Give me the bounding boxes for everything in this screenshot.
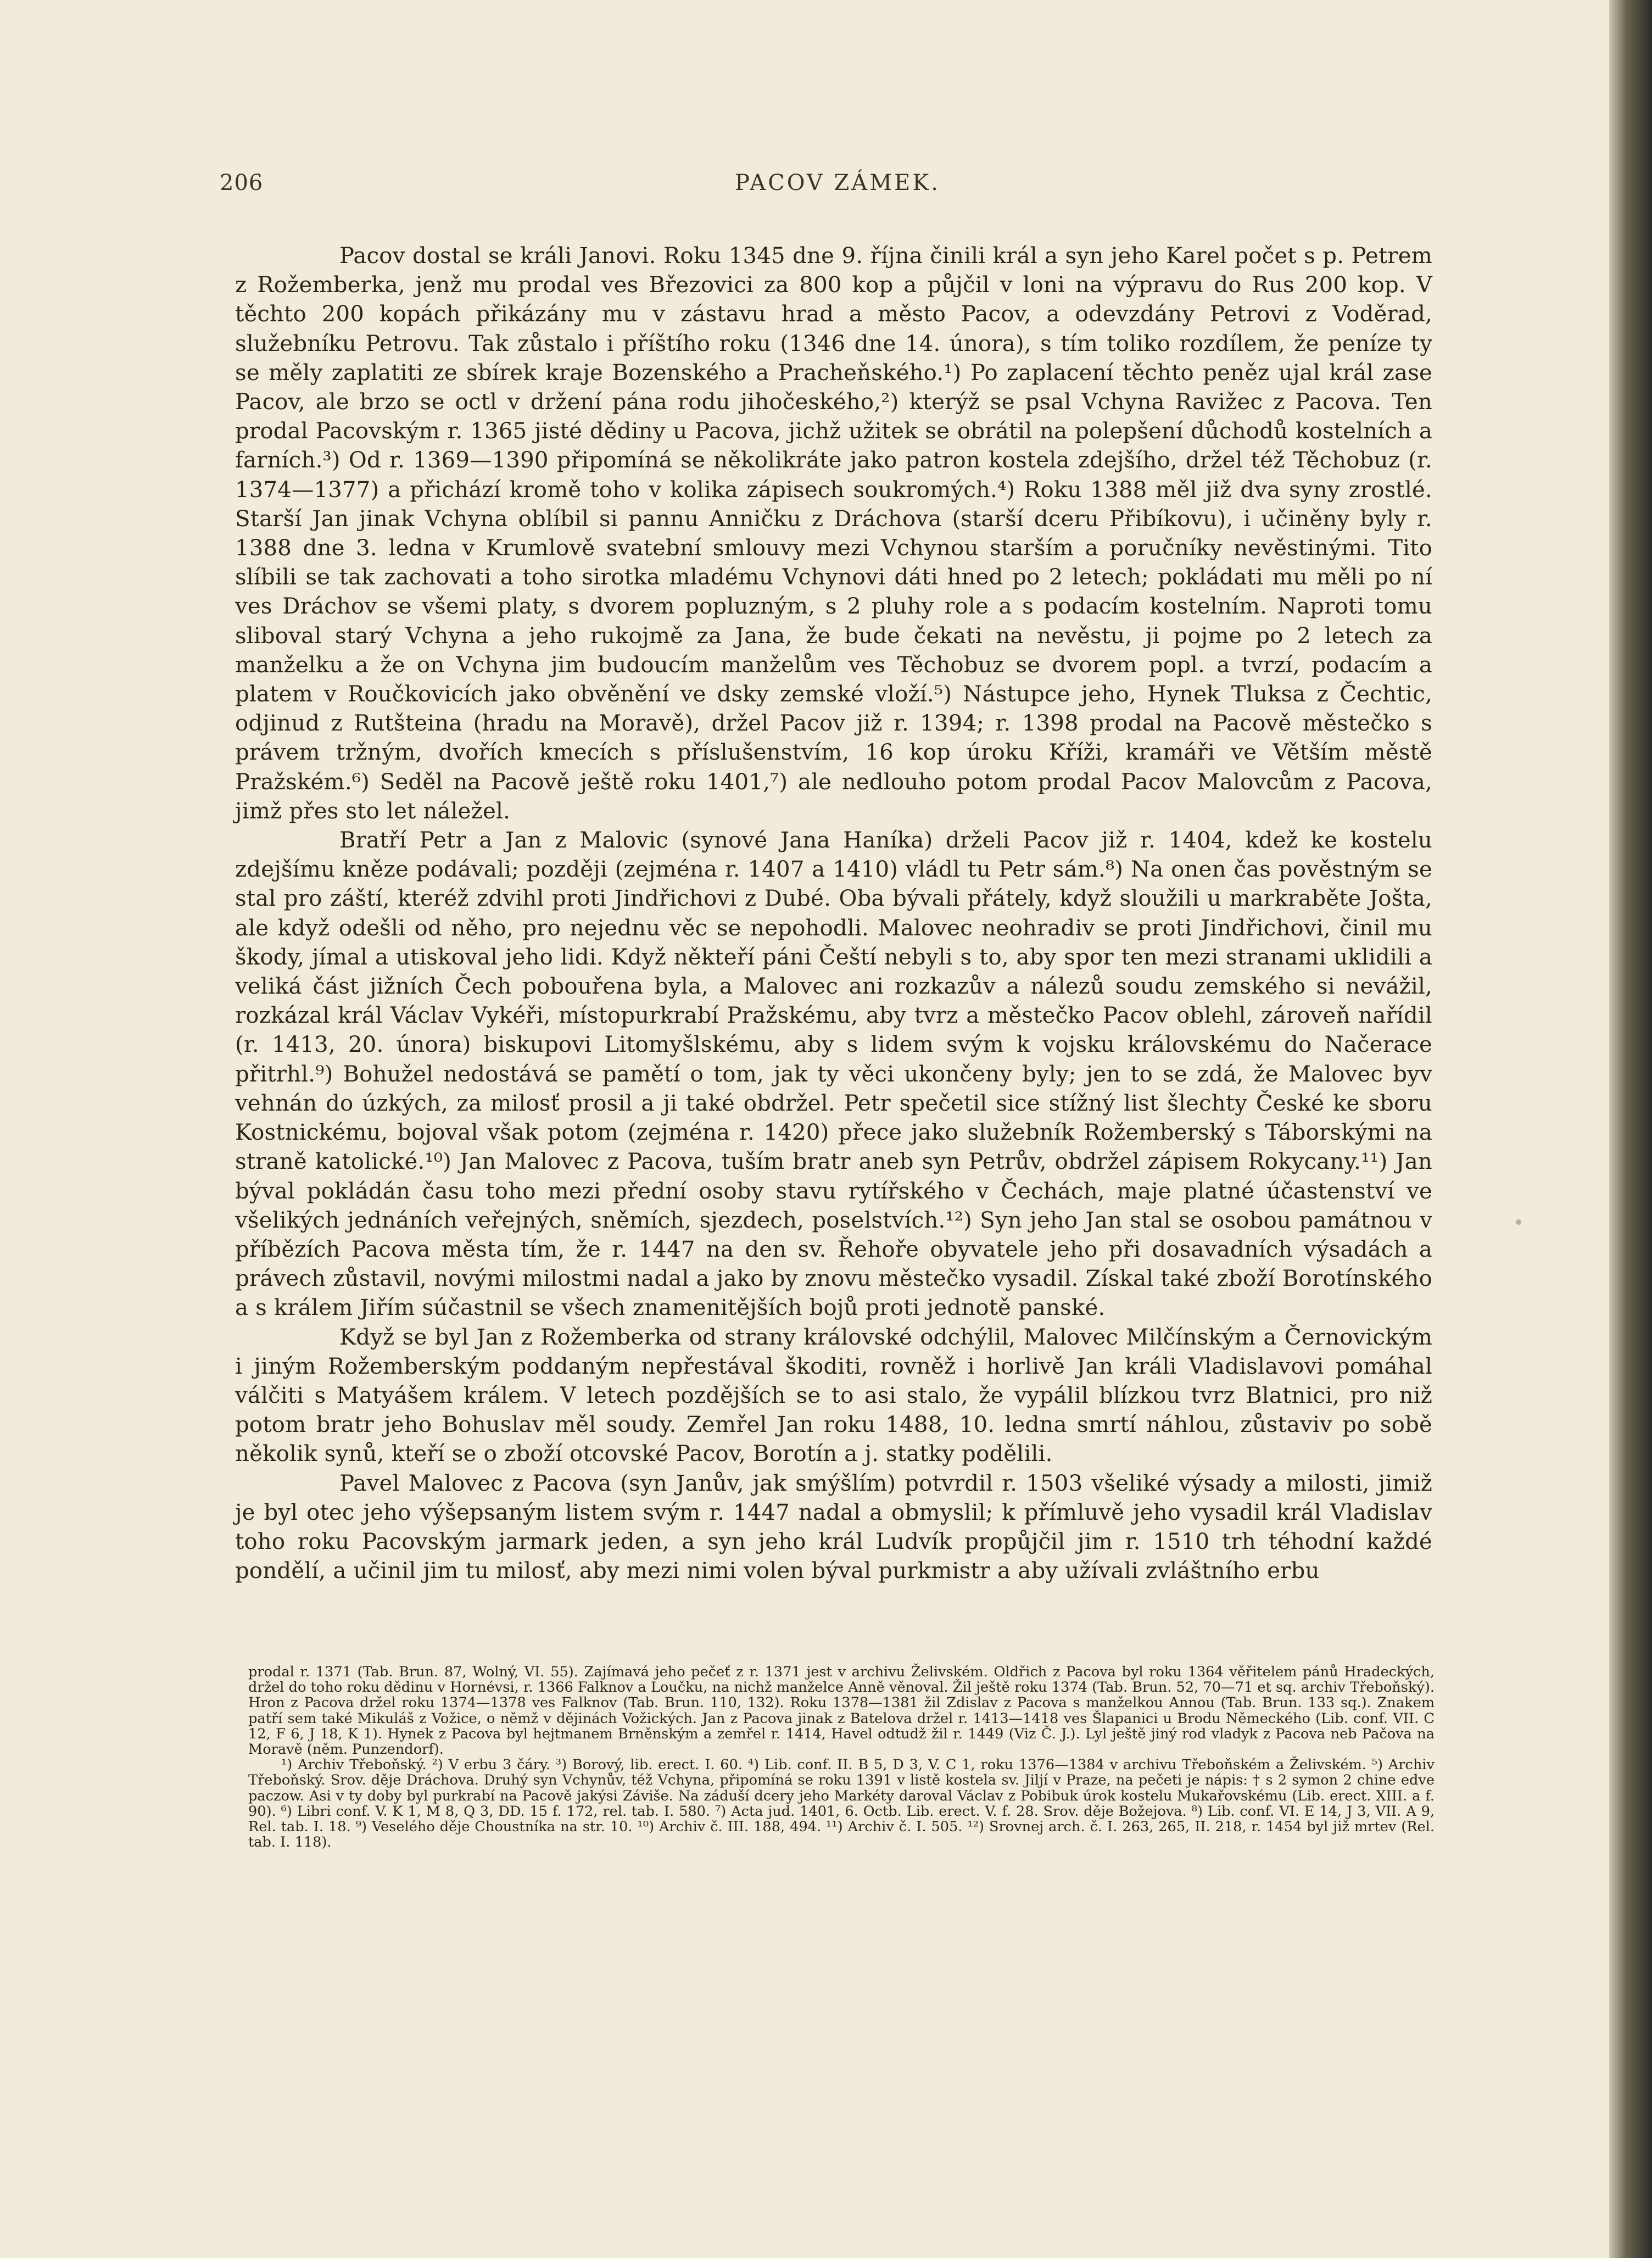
footnote-list: ¹) Archiv Třeboňský. ²) V erbu 3 čáry. ³) Borový, lib. erect. I. 60. ⁴) Lib. conf. II. B 5, D 3, V. C 1, roku 1376—1384 v archivu Třeboňském a Želivském. ⁵) Archiv Třeboňský. Srov. děje Dráchova. Druhý syn Vchynův, též Vchyna, připomíná se roku 1391 v listě kostela sv. Jiljí v Praze, na pečeti je nápis: † s 2 symon 2 chine edve paczow. Asi v ty doby byl purkrabí na Pacově jakýsi Záviše. Na záduší dcery jeho Markéty daroval Václav z Pobibuk úrok kostelu Mukařovskému (Lib. erect. XIII. a f. 90). ⁶) Libri conf. V. K 1, M 8, Q 3, DD. 15 f. 172, rel. tab. I. 580. ⁷) Acta jud. 1401, 6. Octb. Lib. erect. V. f. 28. Srov. děje Božejova. ⁸) Lib. conf. VI. E 14, J 3, VII. A 9, Rel. tab. I. 18. ⁹) Veselého děje Choustníka na str. 10. ¹⁰) Archiv č. III. 188, 494. ¹¹) Archiv č. I. 505. ¹²) Srovnej arch. č. I. 263, 265, II. 218, r. 1454 byl již mrtev (Rel. tab. I. 118).	[248, 1757, 1435, 1851]
page-header	[220, 170, 1455, 209]
page-speck	[1516, 1219, 1521, 1225]
paragraph-1: Pacov dostal se králi Janovi. Roku 1345 dne 9. října činili král a syn jeho Karel počet s p. Petrem z Rožemberka, jenž mu prodal ves Březovici za 800 kop a půjčil v loni na výpravu do Rus 200 kop. V těchto 200 kopách přikázány mu v zástavu hrad a město Pacov, a odevzdány Petrovi z Voděrad, služebníku Petrovu. Tak zůstalo i příštího roku (1346 dne 14. února), s tím toliko rozdílem, že peníze ty se měly zaplatiti ze sbírek kraje Bozenského a Pracheňského.¹) Po zaplacení těchto peněz ujal král zase Pacov, ale brzo se octl v držení pána rodu jihočeského,²) kterýž se psal Vchyna Ravižec z Pacova. Ten prodal Pacovským r. 1365 jisté dědiny u Pacova, jichž užitek se obrátil na polepšení důchodů kostelních a farních.³) Od r. 1369—1390 připomíná se několikráte jako patron kostela zdejšího, držel též Těchobuz (r. 1374—1377) a přichází kromě toho v kolika zápisech soukromých.⁴) Roku 1388 měl již dva syny zrostlé. Starší Jan jinak Vchyna oblíbil si pannu Anničku z Dráchova (starší dceru Přibíkovu), i učiněny byly r. 1388 dne 3. ledna v Krumlově svatební smlouvy mezi Vchynou starším a poručníky nevěstinými. Tito slíbili se tak zachovati a toho sirotka mladému Vchynovi dáti hned po 2 letech; pokládati mu měli po ní ves Dráchov se všemi platy, s dvorem popluzným, s 2 pluhy role a s podacím kostelním. Naproti tomu sliboval starý Vchyna a jeho rukojmě za Jana, že bude čekati na nevěstu, ji pojme po 2 letech za manželku a že on Vchyna jim budoucím manželům ves Těchobuz se dvorem popl. a tvrzí, podacím a platem v Roučkovicích jako obvěnění ve dsky zemské vloží.⁵) Nástupce jeho, Hynek Tluksa z Čechtic, odjinud z Rutšteina (hradu na Moravě), držel Pacov již r. 1394; r. 1398 prodal na Pacově městečko s právem tržným, dvořích kmecích s příslušenstvím, 16 kop úroku Kříži, kramáři ve Větším městě Pražském.⁶) Seděl na Pacově ještě roku 1401,⁷) ale nedlouho potom prodal Pacov Malovcům z Pacova, jimž přes sto let náležel.	[235, 243, 1432, 824]
paragraph-3: Když se byl Jan z Rožemberka od strany královské odchýlil, Malovec Milčínským a Černovickým i jiným Rožemberským poddaným nepřestával škoditi, rovněž i horlivě Jan králi Vladislavovi pomáhal válčiti s Matyášem králem. V letech pozdějších se to asi stalo, že vypálil blízkou tvrz Blatnici, pro niž potom bratr jeho Bohuslav měl soudy. Zemřel Jan roku 1488, 10. ledna smrtí náhlou, zůstaviv po sobě několik synů, kteří se o zboží otcovské Pacov, Borotín a j. statky podělili.	[235, 1324, 1432, 1467]
footnotes	[248, 1664, 1435, 1850]
footnote-continuation: prodal r. 1371 (Tab. Brun. 87, Wolný, VI. 55). Zajímavá jeho pečeť z r. 1371 jest v archivu Želivském. Oldřich z Pacova byl roku 1364 věřitelem pánů Hradeckých, držel do toho roku dědinu v Hornévsi, r. 1366 Falknov a Loučku, na nichž manželce Anně věnoval. Žil ještě roku 1374 (Tab. Brun. 52, 70—71 et sq. archiv Třeboňský). Hron z Pacova držel roku 1374—1378 ves Falknov (Tab. Brun. 110, 132). Roku 1378—1381 žil Zdislav z Pacova s manželkou Annou (Tab. Brun. 133 sq.). Znakem patří sem také Mikuláš z Vožice, o němž v dějinách Vožických. Jan z Pacova jinak z Batelova držel r. 1413—1418 ves Šlapanici u Brodu Německého (Lib. conf. VII. C 12, F 6, J 18, K 1). Hynek z Pacova byl hejtmanem Brněnským a zemřel r. 1414, Havel odtudž žil r. 1449 (Viz Č. J.). Lyl ještě jiný rod vladyk z Pacova neb Pačova na Moravě (něm. Punzendorf).	[248, 1664, 1435, 1758]
running-title: PACOV ZÁMEK.	[735, 170, 940, 196]
paragraph-2: Bratří Petr a Jan z Malovic (synové Jana Haníka) drželi Pacov již r. 1404, kdež ke kostelu zdejšímu kněze podávali; později (zejména r. 1407 a 1410) vládl tu Petr sám.⁸) Na onen čas pověstným se stal pro záští, kteréž zdvihl proti Jindřichovi z Dubé. Oba bývali přátely, když sloužili u markraběte Jošta, ale když odešli od něho, pro nejednu věc se nepohodli. Malovec neohradiv se proti Jindřichovi, činil mu škody, jímal a utiskoval jeho lidi. Když někteří páni Čeští nebyli s to, aby spor ten mezi stranami uklidili a veliká část jižních Čech pobouřena byla, a Malovec ani rozkazův a nálezů soudu zemského si nevážil, rozkázal král Václav Vykéři, místopurkrabí Pražskému, aby tvrz a městečko Pacov oblehl, zároveň nařídil (r. 1413, 20. února) biskupovi Litomyšlskému, aby s lidem svým k vojsku královskému do Načerace přitrhl.⁹) Bohužel nedostává se pamětí o tom, jak ty věci ukončeny byly; jen to se zdá, že Malovec byv vehnán do úzkých, za milosť prosil a ji také obdržel. Petr spečetil sice stížný list šlechty České ke sboru Kostnickému, bojoval však potom (zejména r. 1420) přece jako služebník Rožemberský s Táborskými na straně katolické.¹⁰) Jan Malovec z Pacova, tuším bratr aneb syn Petrův, obdržel zápisem Rokycany.¹¹) Jan býval pokládán času toho mezi přední osoby stavu rytířského v Čechách, maje platné účastenství ve všelikých jednáních veřejných, sněmích, sjezdech, poselstvích.¹²) Syn jeho Jan stal se osobou památnou v příbězích Pacova města tím, že r. 1447 na den sv. Řehoře obyvatele jeho při dosavadních výsadách a právech zůstavil, novými milostmi nadal a jako by znovu městečko vysadil. Získal také zboží Borotínského a s králem Jiřím súčastnil se všech znamenitějších bojů proti jednotě panské.	[235, 828, 1432, 1321]
book-page-edge	[1609, 0, 1652, 2258]
paragraph-4: Pavel Malovec z Pacova (syn Janův, jak smýšlím) potvrdil r. 1503 všeliké výsady a milosti, jimiž je byl otec jeho výšepsaným listem svým r. 1447 nadal a obmyslil; k přímluvě jeho vysadil král Vladislav toho roku Pacovským jarmark jeden, a syn jeho král Ludvík propůjčil jim r. 1510 trh téhodní každé pondělí, a učinil jim tu milosť, aby mezi nimi volen býval purkmistr a aby užívali zvláštního erbu	[235, 1470, 1432, 1584]
body-text	[235, 242, 1432, 1586]
page-number: 206	[220, 170, 264, 196]
